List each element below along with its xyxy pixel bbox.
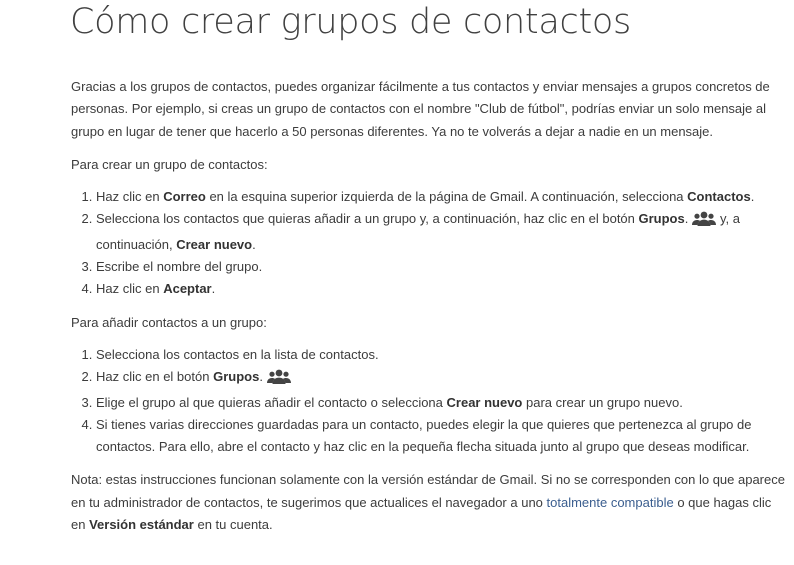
article-body (71, 76, 787, 536)
add-contacts-steps (71, 344, 787, 458)
compatible-browser-link[interactable]: totalmente compatible (546, 494, 674, 510)
add-step-2: 2. Haz clic en el botón Grupos. (96, 366, 787, 391)
page-title: Cómo crear grupos de contactos (70, 2, 631, 42)
intro-paragraph: Gracias a los grupos de contactos, puedes organizar fácilmente a tus contactos y enviar mensajes a grupos concretos de personas. Por ejemplo, si creas un grupo de contactos con el nombre "Club de fútbol", podrías enviar un solo mensaje al grupo en lugar de tener que hacerlo a 50 personas diferentes. Ya no te volverás a dejar a nadie en un mensaje. (71, 79, 770, 139)
groups-icon (267, 369, 291, 391)
groups-icon (692, 211, 716, 233)
add-contacts-lead: Para añadir contactos a un grupo: (71, 314, 267, 330)
add-step-3: 3. Elige el grupo al que quieras añadir el contacto o selecciona Crear nuevo para crear un grupo nuevo. (96, 392, 787, 414)
add-step-4: 4. Si tienes varias direcciones guardadas para un contacto, puedes elegir la que quieres que pertenezca al grupo de contactos. Para ello, abre el contacto y haz clic en la pequeña flecha situada junto al grupo que deseas modificar. (96, 414, 787, 459)
create-step-1: 1. Haz clic en Correo en la esquina superior izquierda de la página de Gmail. A continuación, selecciona Contactos. (96, 186, 787, 208)
note-paragraph: Nota: estas instrucciones funcionan solamente con la versión estándar de Gmail. Si no se corresponden con lo que aparece en tu administrador de contactos, te sugerimos que actualices el navegador a uno totalmente compatible o que hagas clic en Versión estándar en tu cuenta. (71, 472, 785, 533)
create-step-3: 3. Escribe el nombre del grupo. (96, 256, 787, 278)
create-step-4: 4. Haz clic en Aceptar. (96, 278, 787, 300)
create-step-2: 2. Selecciona los contactos que quieras añadir a un grupo y, a continuación, haz clic en el botón Grupos. y, a continuación, Crear nuevo. (96, 208, 787, 256)
add-step-1: 1. Selecciona los contactos en la lista de contactos. (96, 344, 787, 366)
create-group-lead: Para crear un grupo de contactos: (71, 156, 268, 172)
create-group-steps (71, 186, 787, 300)
